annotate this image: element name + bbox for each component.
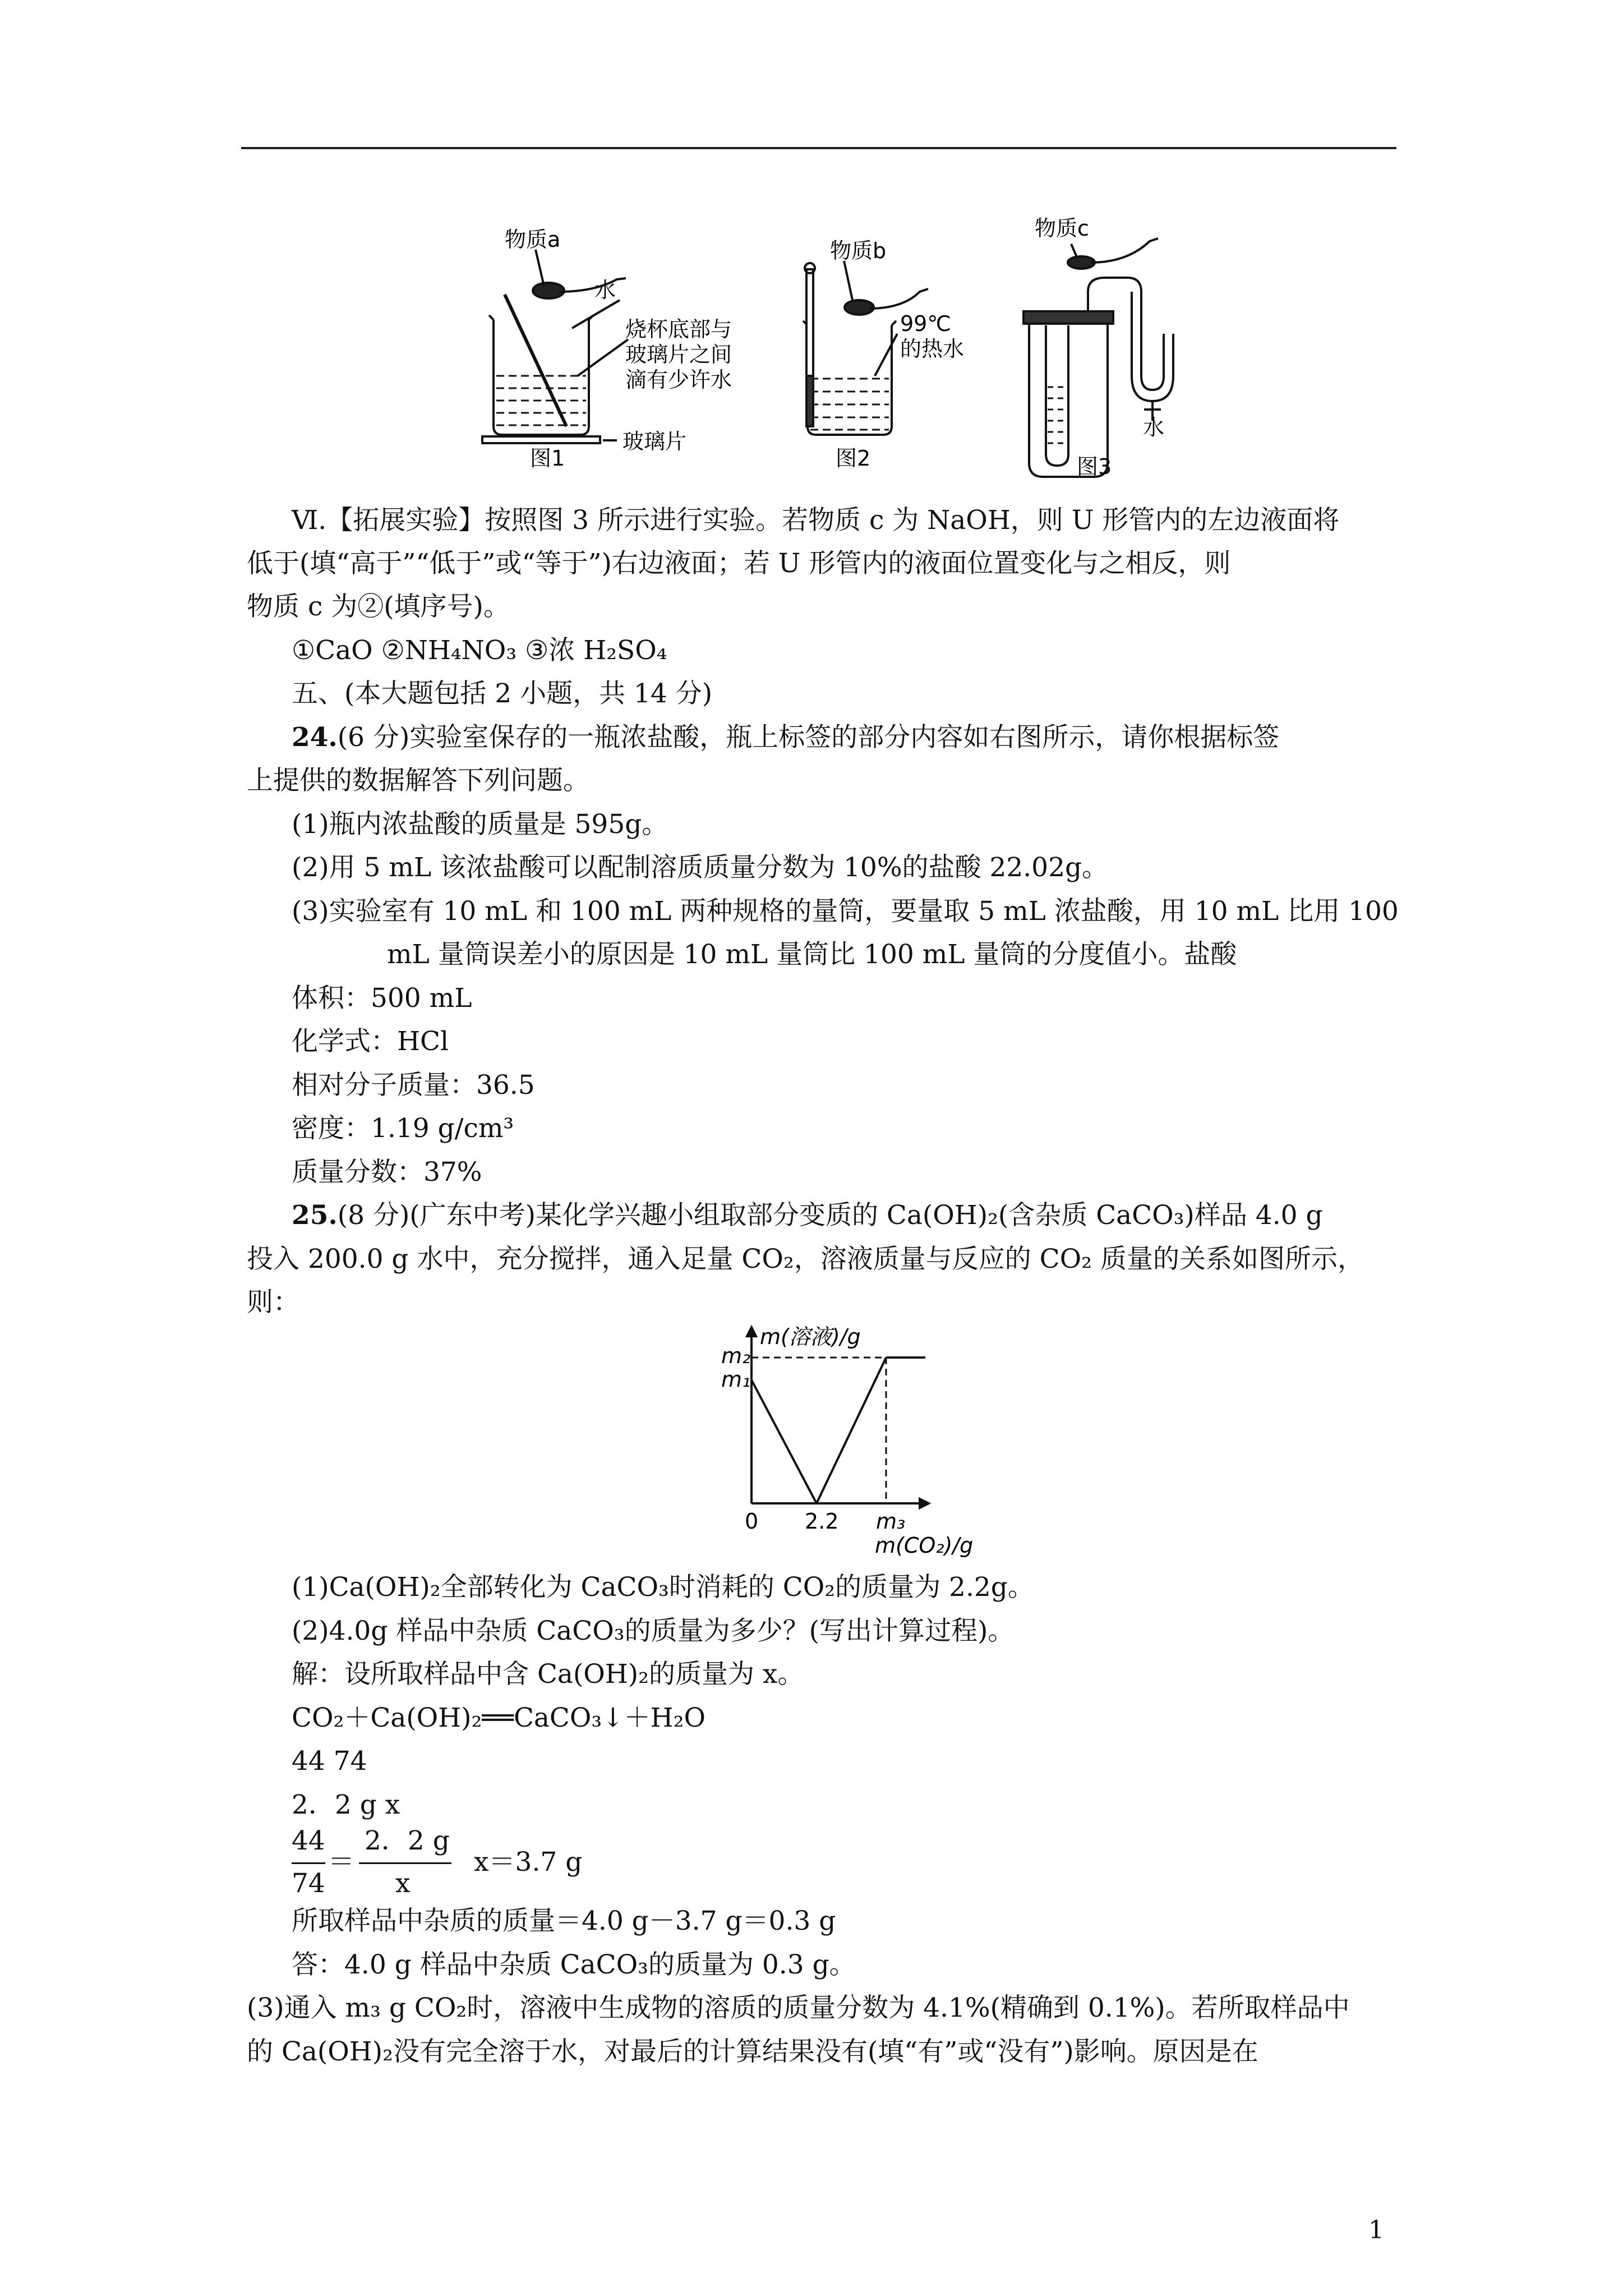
vi-line2: 低于(填“高于”“低于”或“等于”)右边液面；若 U 形管内的液面位置变化与之相反，则 — [247, 548, 1231, 579]
frac-right-bar — [359, 1862, 451, 1864]
q24-part2: (2)用 5 mL 该浓盐酸可以配制溶质质量分数为 10%的盐酸 22.02g。 — [292, 852, 1109, 883]
chart-series — [751, 1358, 925, 1503]
q25-part2: (2)4.0g 样品中杂质 CaCO₃的质量为多少？(写出计算过程)。 — [292, 1616, 1015, 1646]
chart-xtick-2.2: 2.2 — [805, 1509, 839, 1534]
fig3-label-water: 水 — [1143, 415, 1165, 440]
vi-line1: Ⅵ.【拓展实验】按照图 3 所示进行实验。若物质 c 为 NaOH，则 U 形管内的左边液面将 — [292, 505, 1340, 536]
fig1-label-bottom1: 烧杯底部与 — [625, 317, 732, 342]
fig3-caption: 图3 — [1077, 454, 1112, 479]
experiment-figures — [482, 208, 1189, 494]
q24-part3b: mL 量筒误差小的原因是 10 mL 量筒比 100 mL 量筒的分度值小。盐酸 — [387, 939, 1237, 970]
chart-ylabel: m(溶液)/g — [760, 1324, 861, 1349]
chart-segment-1 — [817, 1358, 886, 1503]
fig2-caption: 图2 — [836, 446, 871, 471]
mass-chart — [707, 1324, 974, 1565]
q24-label-density: 密度：1.19 g/cm³ — [292, 1113, 514, 1144]
chart-xtick-0: 0 — [745, 1509, 759, 1534]
q24-part1: (1)瓶内浓盐酸的质量是 595g。 — [292, 809, 668, 840]
fig1-label-glass: 玻璃片 — [623, 429, 687, 454]
q24-label-fraction: 质量分数：37% — [292, 1157, 482, 1188]
q25-impurity-calc: 所取样品中杂质的质量＝4.0 g－3.7 g＝0.3 g — [292, 1906, 836, 1936]
chart-ytick-m2: m₂ — [721, 1343, 751, 1368]
chart-axes — [747, 1327, 929, 1508]
q25-answer: 答：4.0 g 样品中杂质 CaCO₃的质量为 0.3 g。 — [292, 1949, 856, 1980]
frac-left-bar — [292, 1862, 325, 1864]
q25-part3b: 的 Ca(OH)₂没有完全溶于水，对最后的计算结果没有(填“有”或“没有”)影响。原因是在 — [247, 2036, 1258, 2067]
chart-segment-0 — [751, 1380, 817, 1503]
q25-equation: CO₂＋Ca(OH)₂══CaCO₃↓＋H₂O — [292, 1703, 706, 1733]
frac-right-den: x — [395, 1868, 411, 1899]
figure-3 — [1023, 238, 1173, 477]
q25-part1: (1)Ca(OH)₂全部转化为 CaCO₃时消耗的 CO₂的质量为 2.2g。 — [292, 1572, 1034, 1603]
q24-label-volume: 体积：500 mL — [292, 983, 472, 1014]
q25-mass-row: 44 74 — [292, 1746, 367, 1777]
q25-head: 25.(8 分)(广东中考)某化学兴趣小组取部分变质的 Ca(OH)₂(含杂质 CaCO₃)样品 4.0 g — [292, 1200, 1323, 1231]
fig1-label-water: 水 — [594, 278, 616, 302]
q24-label-molar: 相对分子质量：36.5 — [292, 1070, 535, 1101]
chart-guides — [751, 1358, 886, 1503]
q25-line3: 则： — [247, 1287, 299, 1318]
q25-part3a: (3)通入 m₃ g CO₂时，溶液中生成物的溶质的质量分数为 4.1%(精确到 0.1%)。若所取样品中 — [247, 1993, 1350, 2023]
q24-head: 24.(6 分)实验室保存的一瓶浓盐酸，瓶上标签的部分内容如右图所示，请你根据标签 — [292, 722, 1280, 753]
fig2-label-temp: 99℃ — [900, 311, 952, 336]
q25-line2: 投入 200.0 g 水中，充分搅拌，通入足量 CO₂，溶液质量与反应的 CO₂ 质量的关系如图所示， — [247, 1244, 1364, 1274]
q24-label-formula: 化学式：HCl — [292, 1026, 449, 1057]
q25-given-row: 2．2 g x — [292, 1789, 400, 1820]
frac-right-num: 2．2 g — [365, 1825, 450, 1856]
frac-result: x＝3.7 g — [474, 1847, 583, 1878]
chart-xtick-m3: m₃ — [876, 1509, 906, 1534]
chart-ytick-m1: m₁ — [721, 1367, 751, 1392]
frac-left-num: 44 — [292, 1825, 325, 1856]
fig2-label-b: 物质b — [830, 238, 887, 263]
fig1-label-bottom3: 滴有少许水 — [625, 367, 732, 392]
vi-line3: 物质 c 为②(填序号)。 — [247, 591, 510, 622]
header-rule — [241, 147, 1396, 149]
page-number: 1 — [1368, 2216, 1384, 2244]
fig2-label-hot: 的热水 — [900, 337, 965, 361]
fig1-label-a: 物质a — [505, 227, 561, 252]
chart-xlabel: m(CO₂)/g — [875, 1533, 974, 1558]
fig3-label-c: 物质c — [1035, 216, 1089, 241]
vi-options: ①CaO ②NH₄NO₃ ③浓 H₂SO₄ — [292, 635, 667, 666]
q24-part3a: (3)实验室有 10 mL 和 100 mL 两种规格的量筒，要量取 5 mL 浓盐酸，用 10 mL 比用 100 — [292, 896, 1399, 927]
q25-solution-setup: 解：设所取样品中含 Ca(OH)₂的质量为 x。 — [292, 1659, 804, 1690]
frac-left-den: 74 — [292, 1868, 325, 1899]
q24-head2: 上提供的数据解答下列问题。 — [247, 765, 589, 796]
section-five-heading: 五、(本大题包括 2 小题，共 14 分) — [292, 678, 713, 709]
fig1-label-bottom2: 玻璃片之间 — [625, 342, 732, 367]
frac-equals: ＝ — [328, 1847, 354, 1878]
fig1-caption: 图1 — [530, 446, 565, 471]
